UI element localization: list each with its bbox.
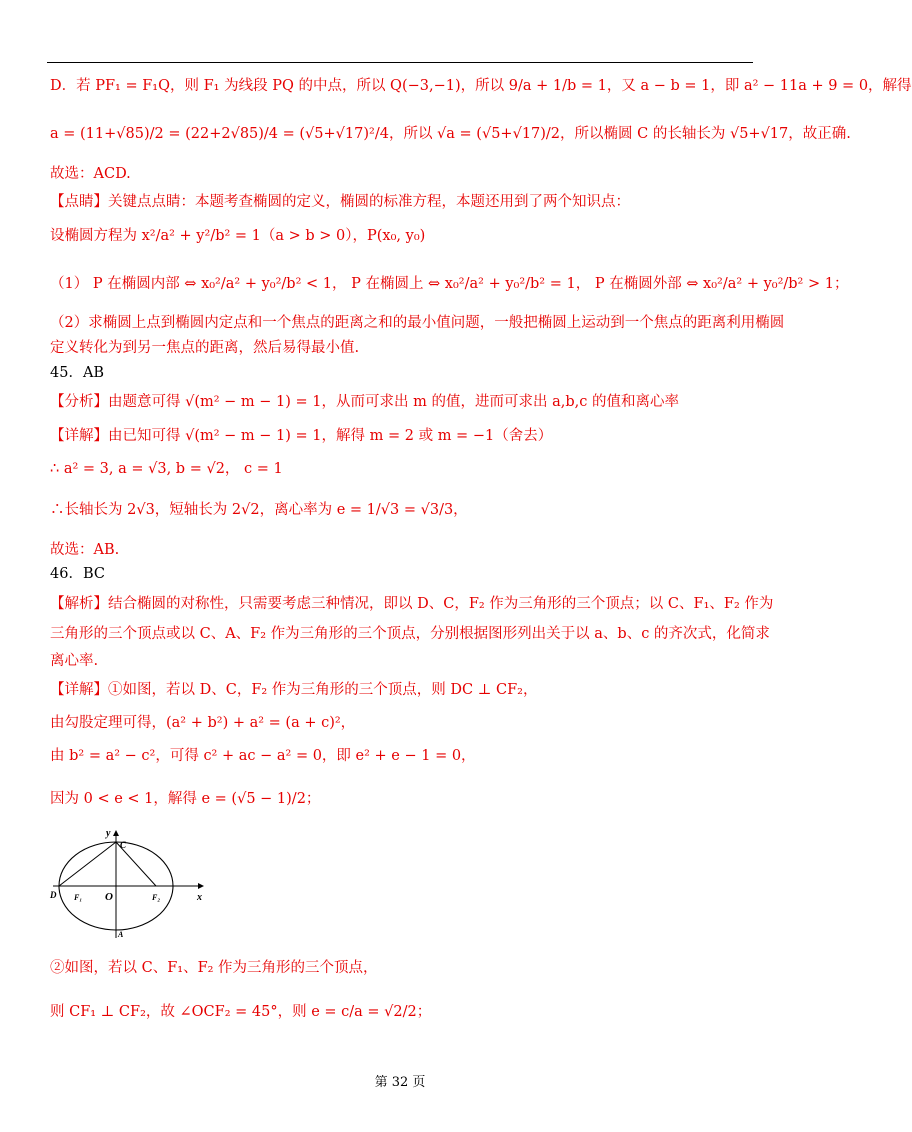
line-quadratic: 由 b² = a² − c²，可得 c² + ac − a² = 0，即 e² + e − 1 = 0，	[50, 748, 476, 764]
line-solution-46b: 三角形的三个顶点或以 C、A、F₂ 作为三角形的三个顶点，分别根据图形列出关于以 a、b、c 的齐次式，化简求	[50, 626, 770, 642]
line-answer-45: 故选：AB.	[50, 542, 120, 558]
line-case-2: ②如图，若以 C、F₁、F₂ 作为三角形的三个顶点，	[50, 960, 378, 976]
ellipse-diagram	[50, 826, 220, 941]
label-d: D	[50, 890, 57, 900]
line-8: 定义转化为到另一焦点的距离，然后易得最小值.	[50, 340, 360, 356]
header-rule	[47, 62, 753, 63]
line-values-45: ∴ a² = 3, a = √3, b = √2， c = 1	[50, 461, 283, 477]
line-analysis-45: 【分析】由题意可得 √(m² − m − 1) = 1，从而可求出 m 的值，进而可求出 a,b,c 的值和离心率	[50, 394, 679, 410]
segment-dc	[59, 842, 116, 886]
line-axes-45: ∴长轴长为 2√3，短轴长为 2√2，离心率为 e = 1/√3 = √3/3，	[50, 502, 468, 518]
label-f1: F₁	[74, 893, 83, 902]
line-pythagoras: 由勾股定理可得，(a² + b²) + a² = (a + c)²，	[50, 715, 356, 731]
problem-46-heading: 46．BC	[50, 566, 105, 582]
line-detail-45: 【详解】由已知可得 √(m² − m − 1) = 1，解得 m = 2 或 m = −1（舍去）	[50, 428, 553, 444]
line-eccentricity-2: 则 CF₁ ⊥ CF₂，故 ∠OCF₂ = 45°，则 e = c/a = √2/2；	[50, 1004, 432, 1020]
line-2: a = (11+√85)/2 = (22+2√85)/4 = (√5+√17)²/4，所以 √a = (√5+√17)/2，所以椭圆 C 的长轴长为 √5+√17，故正确.	[50, 126, 851, 142]
line-solution-46a: 【解析】结合椭圆的对称性，只需要考虑三种情况，即以 D、C，F₂ 作为三角形的三个顶点；以 C、F₁、F₂ 作为	[50, 596, 774, 612]
ellipse-figure	[50, 826, 220, 945]
label-f2: F₂	[152, 893, 161, 902]
page-number: 第 32 页	[374, 1075, 426, 1090]
x-axis-arrow	[198, 883, 204, 889]
label-y: y	[106, 828, 111, 839]
line-3: 故选：ACD.	[50, 166, 131, 182]
line-eccentricity-1: 因为 0 < e < 1，解得 e = (√5 − 1)/2；	[50, 791, 321, 807]
line-7: （2）求椭圆上点到椭圆内定点和一个焦点的距离之和的最小值问题，一般把椭圆上运动到一个焦点的距离利用椭圆	[50, 315, 785, 331]
line-1: D．若 PF₁ = F₁Q，则 F₁ 为线段 PQ 的中点，所以 Q(−3,−1)，所以 9/a + 1/b = 1，又 a − b = 1，即 a² − 11a + 9 = 0，解得	[50, 78, 912, 94]
y-axis-arrow	[113, 830, 119, 836]
line-5: 设椭圆方程为 x²/a² + y²/b² = 1（a > b > 0），P(x₀, y₀)	[50, 228, 426, 244]
line-solution-46c: 离心率.	[50, 653, 99, 669]
line-6: （1） P 在椭圆内部 ⇔ x₀²/a² + y₀²/b² < 1， P 在椭圆上 ⇔ x₀²/a² + y₀²/b² = 1， P 在椭圆外部 ⇔ x₀²/a² + y₀²/b² > 1；	[50, 276, 849, 292]
line-detail-46: 【详解】①如图，若以 D、C，F₂ 作为三角形的三个顶点，则 DC ⊥ CF₂，	[50, 682, 538, 698]
label-x: x	[197, 892, 202, 903]
label-c: C	[120, 840, 127, 850]
label-o: O	[105, 891, 113, 903]
line-4: 【点睛】关键点点睛：本题考查椭圆的定义，椭圆的标准方程，本题还用到了两个知识点：	[50, 194, 630, 210]
problem-45-heading: 45．AB	[50, 365, 105, 381]
label-a: A	[118, 930, 124, 939]
